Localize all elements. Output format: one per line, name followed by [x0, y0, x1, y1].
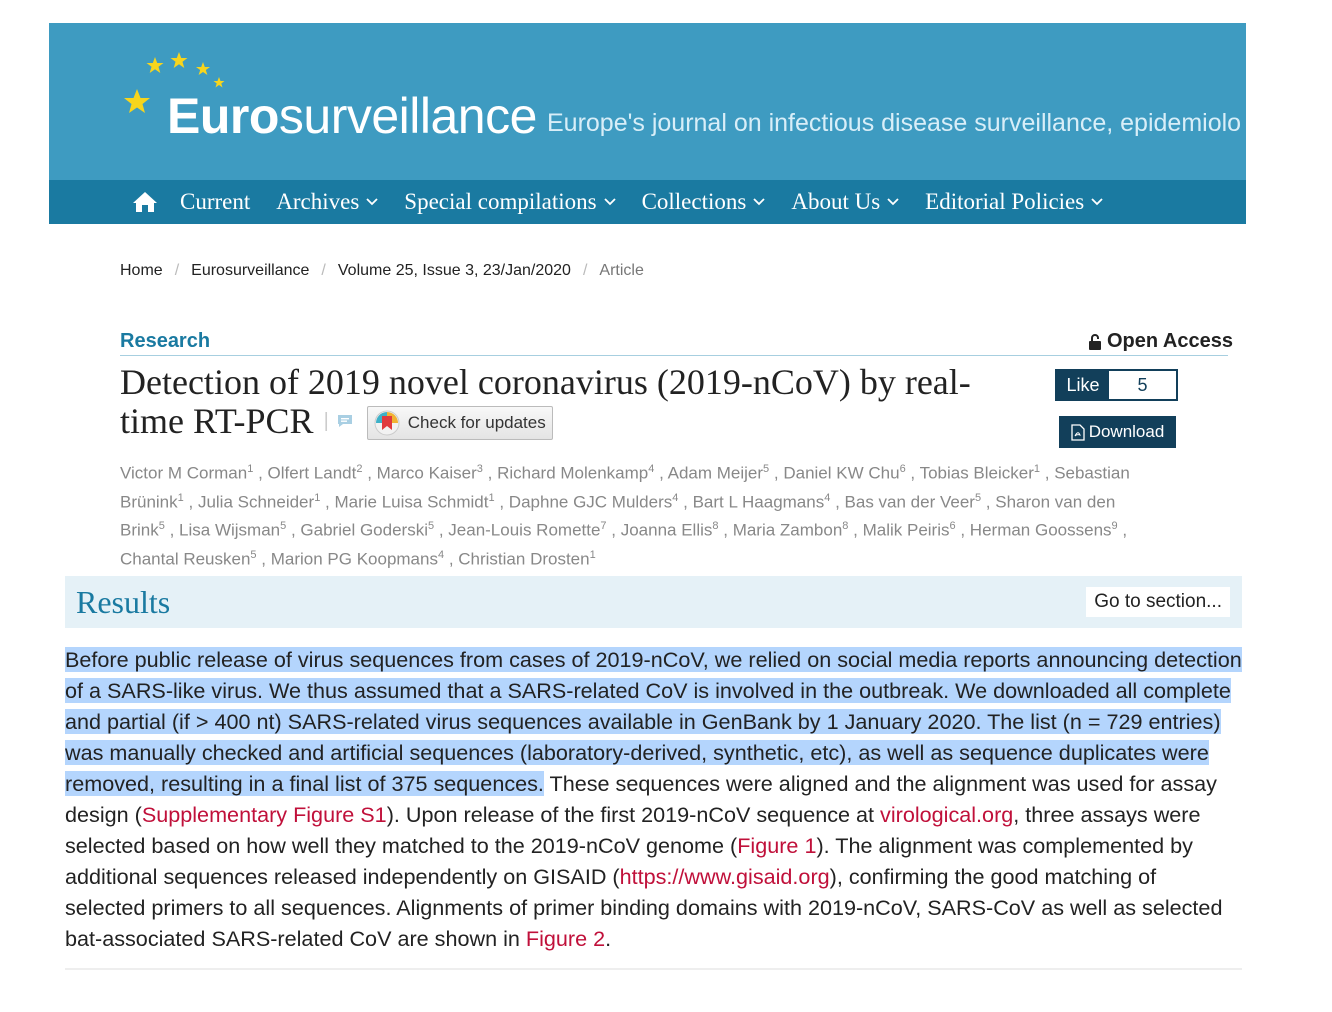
author-affiliation: 1	[177, 491, 184, 504]
author-affiliation: 4	[672, 491, 679, 504]
author-affiliation: 5	[427, 520, 435, 533]
author-affiliation: 5	[974, 491, 982, 504]
author-affiliation: 2	[356, 463, 363, 475]
figure-2-link[interactable]: Figure 2	[525, 926, 606, 951]
like-widget[interactable]	[1055, 369, 1178, 401]
open-access-badge	[1088, 330, 1233, 353]
author-link[interactable]: Daphne GJC Mulders	[508, 492, 673, 512]
author-link[interactable]: Richard Molenkamp	[497, 463, 649, 483]
nav-about-us[interactable]: About Us	[791, 189, 899, 215]
paragraph-text: These sequences were aligned and the alignment was used for assay design (	[65, 771, 1217, 827]
chevron-down-icon	[887, 198, 899, 206]
breadcrumb-separator: /	[582, 262, 588, 279]
main-nav	[49, 180, 1246, 224]
author-list: Victor M Corman$^1$ , Olfert Landt$^2$ , Marco Kaiser$^3$ , Richard Molenkamp$^4$ , Adam Meijer$^5$ , Daniel KW Chu$^6$ , Tobias Bleicker$^1$ , Sebastian Brünink$^1$ , Julia Schneider$^1$ , Marie Luisa Schmidt$^1$ , Daphne GJC Mulders$^4$ , Bart L Haagmans$^4$ , Bas van der Veer$^5$ , Sharon van den Brink$^5$ , Lisa Wijsman$^5$ , Gabriel Goderski$^5$ , Jean-Louis Romette$^7$ , Joanna Ellis$^8$ , Maria Zambon$^8$ , Malik Peiris$^6$ , Herman Goossens$^9$ , Chantal Reusken$^5$ , Marion PG Koopmans$^4$ , Christian Drosten$^1$	[120, 463, 1130, 569]
section-header	[65, 576, 1242, 628]
author-affiliation: 6	[899, 463, 906, 475]
article-title: Detection of 2019 novel coronavirus (2019-nCoV) by real-	[120, 362, 971, 402]
check-for-updates-button[interactable]	[367, 406, 553, 440]
nav-special-compilations[interactable]: Special compilations	[404, 189, 615, 215]
author-affiliation: 3	[476, 463, 483, 475]
author-affiliation: 4	[824, 491, 831, 504]
section-title: Results	[76, 584, 171, 620]
author-link[interactable]: Chantal Reusken	[120, 549, 251, 569]
author-link[interactable]: Herman Goossens	[969, 520, 1112, 540]
article-title-row	[120, 400, 553, 442]
author-link[interactable]: Jean-Louis Romette	[448, 520, 601, 540]
author-affiliation: 4	[648, 463, 655, 475]
author-link[interactable]: Tobias Bleicker	[919, 463, 1034, 483]
author-link[interactable]: Marion PG Koopmans	[270, 549, 438, 569]
nav-archives[interactable]: Archives	[276, 189, 378, 215]
author-link[interactable]: Sharon van den Brink	[120, 492, 1116, 540]
author-affiliation: 1	[589, 548, 596, 561]
results-paragraph	[65, 644, 1242, 954]
breadcrumb-home[interactable]: Home	[120, 262, 163, 279]
chevron-down-icon	[604, 198, 616, 206]
site-tagline: Europe's journal on infectious disease surveillance, epidemiolo	[547, 109, 1242, 137]
nav-collections[interactable]: Collections	[642, 189, 766, 215]
author-affiliation: 1	[314, 491, 321, 504]
author-link[interactable]: Joanna Ellis	[620, 520, 713, 540]
go-to-section-select[interactable]: Go to section...	[1086, 587, 1230, 617]
paragraph-text: ). Upon release of the first 2019-nCoV sequence at	[386, 802, 881, 827]
chevron-down-icon	[366, 198, 378, 206]
site-logo[interactable]: Eurosurveillance	[167, 88, 537, 144]
comment-icon[interactable]	[337, 414, 353, 428]
article-category[interactable]: Research	[120, 330, 211, 352]
author-affiliation: 5	[250, 548, 257, 561]
author-affiliation: 5	[158, 520, 165, 533]
author-affiliation: 1	[488, 491, 495, 504]
author-affiliation: 8	[712, 520, 719, 533]
header-rule	[120, 355, 1228, 356]
like-count: 5	[1137, 374, 1148, 395]
download-button[interactable]	[1059, 416, 1176, 448]
author-link[interactable]: Daniel KW Chu	[783, 463, 900, 483]
author-affiliation: 6	[949, 520, 956, 533]
breadcrumb-separator: /	[174, 262, 180, 279]
author-link[interactable]: Olfert Landt	[267, 463, 357, 483]
figure-1-link[interactable]: Figure 1	[737, 833, 817, 858]
author-link[interactable]: Marie Luisa Schmidt	[334, 492, 489, 512]
author-link[interactable]: Christian Drosten	[458, 549, 590, 569]
nav-current[interactable]: Current	[180, 189, 251, 214]
author-link[interactable]: Marco Kaiser	[376, 463, 477, 483]
paragraph-text: ), confirming the good matching of selected primers to all sequences. Alignments of primer binding domains with 2019-nCoV, SARS-CoV as well as selected bat-associated SARS-related CoV are shown in	[65, 864, 1223, 951]
title-divider: |	[323, 409, 329, 432]
author-affiliation: 8	[842, 520, 849, 533]
breadcrumb-current: Article	[599, 262, 644, 279]
like-button[interactable]: Like	[1057, 371, 1109, 399]
chevron-down-icon	[1091, 198, 1103, 206]
author-link[interactable]: Gabriel Goderski	[300, 520, 428, 540]
author-link[interactable]: Lisa Wijsman	[179, 520, 281, 540]
paragraph-text: .	[605, 926, 612, 951]
breadcrumb	[120, 262, 644, 280]
supplementary-figure-link[interactable]: Supplementary Figure S1	[141, 802, 387, 827]
author-link[interactable]: Victor M Corman	[120, 463, 248, 483]
open-access-label: Open Access	[1107, 330, 1233, 352]
author-affiliation: 5	[280, 520, 287, 533]
virological-link[interactable]: virological.org	[880, 802, 1014, 827]
author-affiliation: 4	[437, 548, 445, 561]
chevron-down-icon	[753, 198, 765, 206]
author-affiliation: 9	[1111, 520, 1118, 533]
author-link[interactable]: Maria Zambon	[732, 520, 843, 540]
breadcrumb-issue[interactable]: Volume 25, Issue 3, 23/Jan/2020	[337, 262, 571, 279]
author-link[interactable]: Malik Peiris	[862, 520, 950, 540]
breadcrumb-separator: /	[321, 262, 326, 279]
author-link[interactable]: Bas van der Veer	[844, 492, 975, 512]
author-link[interactable]: Bart L Haagmans	[692, 492, 825, 512]
author-link[interactable]: Julia Schneider	[197, 492, 315, 512]
check-for-updates-label: Check for updates	[407, 413, 546, 432]
gisaid-link[interactable]: https://www.gisaid.org	[619, 864, 830, 889]
crossmark-icon	[374, 410, 400, 436]
author-link[interactable]: Sebastian Brünink	[120, 463, 1130, 512]
section-divider	[65, 968, 1242, 970]
paragraph-text: ). The alignment was complemented by additional sequences released independently on GISAID (	[65, 833, 1193, 889]
author-affiliation: 1	[1033, 463, 1041, 475]
author-affiliation: 7	[600, 520, 607, 533]
unlock-icon	[1088, 333, 1102, 351]
pdf-icon	[1071, 424, 1085, 441]
selected-text: Before public release of virus sequences from cases of 2019-nCoV, we relied on social media reports announcing detection of a SARS-like virus. We thus assumed that a SARS-related CoV is involved in the outbreak. We downloaded all complete and partial (if > 400 nt) SARS-related virus sequences available in GenBank by 1 January 2020. The list (n = 729 entries) was manually checked and artificial sequences (laboratory-derived, synthetic, etc), as well as sequence duplicates were removed, resulting in a final list of 375 sequences.	[65, 647, 1242, 796]
article-title-line2: time RT-PCR	[120, 401, 314, 441]
author-link[interactable]: Adam Meijer	[667, 463, 764, 483]
site-header	[49, 23, 1246, 180]
nav-editorial-policies[interactable]: Editorial Policies	[925, 189, 1103, 215]
author-affiliation: 1	[247, 463, 254, 475]
download-label: Download	[1088, 422, 1165, 441]
home-icon[interactable]	[132, 191, 158, 213]
author-affiliation: 5	[763, 463, 770, 475]
breadcrumb-journal[interactable]: Eurosurveillance	[191, 262, 310, 279]
paragraph-text: , three assays were selected based on how well they matched to the 2019-nCoV genome (	[65, 802, 1201, 858]
